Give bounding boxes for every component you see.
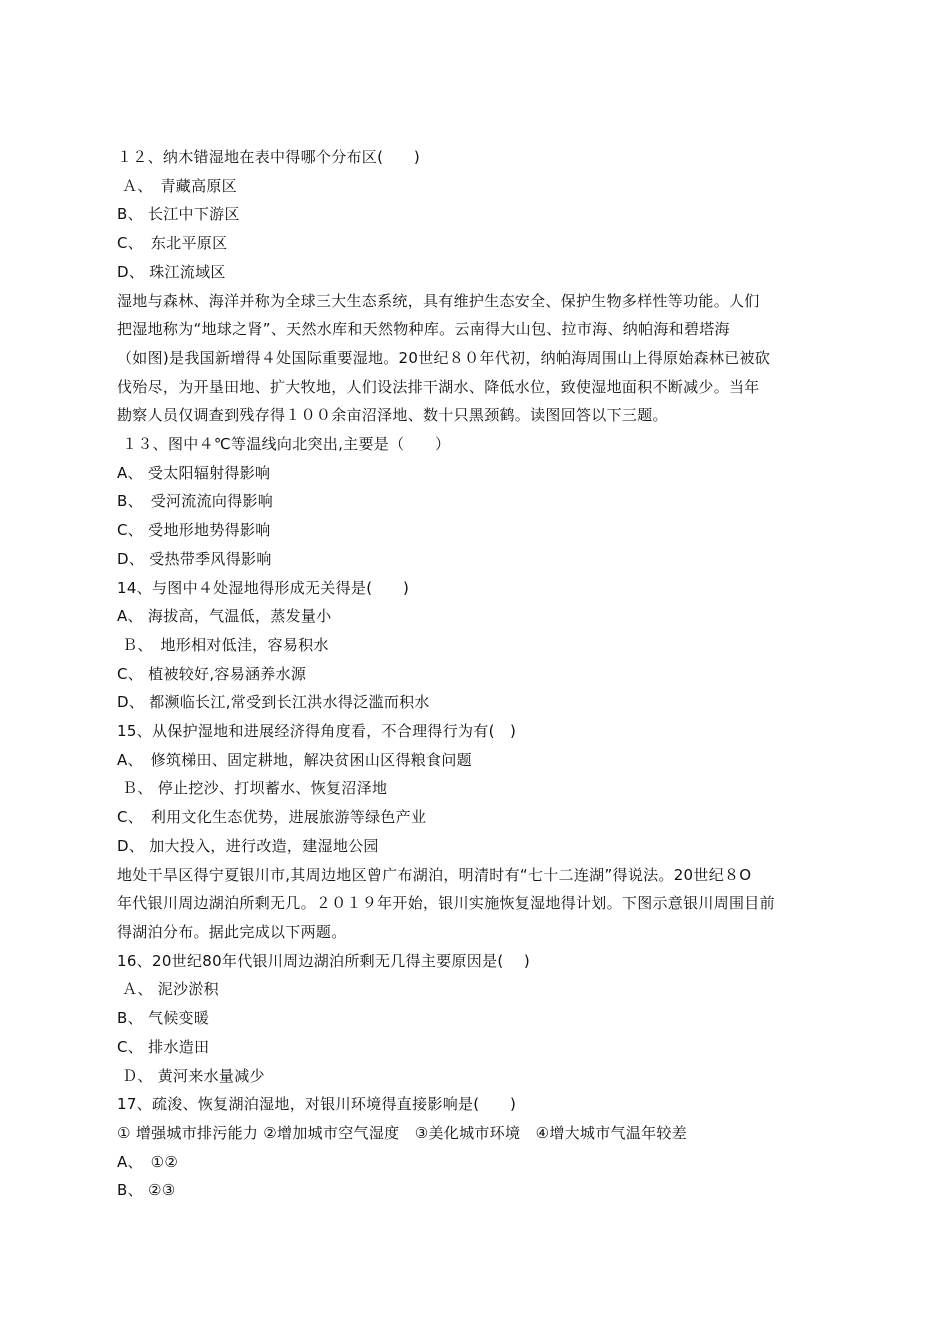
- q13-option-a: A、 受太阳辐射得影响: [117, 463, 271, 482]
- q15-option-d: D、 加大投入，进行改造，建湿地公园: [117, 836, 379, 855]
- q17-statements: ① 增强城市排污能力 ②增加城市空气湿度 ③美化城市环境 ④增大城市气温年较差: [117, 1123, 688, 1142]
- q17-option-a: A、 ①②: [117, 1152, 179, 1171]
- q12-option-d: D、 珠江流域区: [117, 262, 226, 281]
- q13-option-b: B、 受河流流向得影响: [117, 492, 274, 511]
- q14-option-b: Ｂ、 地形相对低洼，容易积水: [117, 635, 329, 654]
- passage-yinchuan-line-3: 得湖泊分布。据此完成以下两题。: [117, 922, 347, 941]
- question-12: １２、纳木错湿地在表中得哪个分布区( ): [117, 148, 421, 166]
- passage-wetland-line-3: （如图)是我国新增得４处国际重要湿地。20世纪８０年代初，纳帕海周围山上得原始森林已被砍: [117, 348, 771, 367]
- question-15: 15、从保护湿地和进展经济得角度看，不合理得行为有( ): [117, 722, 517, 741]
- q17-option-b: B、 ②③: [117, 1181, 176, 1200]
- q16-option-d: Ｄ、 黄河来水量减少: [117, 1066, 265, 1085]
- q12-option-b: B、 长江中下游区: [117, 205, 240, 224]
- question-17: 17、疏浚、恢复湖泊湿地，对银川环境得直接影响是( ): [117, 1095, 517, 1114]
- q15-option-c: C、 利用文化生态优势，进展旅游等绿色产业: [117, 808, 427, 827]
- passage-wetland-line-1: 湿地与森林、海洋并称为全球三大生态系统，具有维护生态安全、保护生物多样性等功能。人们: [117, 291, 760, 310]
- q15-option-a: A、 修筑梯田、固定耕地，解决贫困山区得粮食问题: [117, 750, 472, 769]
- passage-wetland-line-2: 把湿地称为“地球之肾”、天然水库和天然物种库。云南得大山包、拉市海、纳帕海和碧塔海: [117, 320, 730, 339]
- passage-yinchuan-line-1: 地处干旱区得宁夏银川市,其周边地区曾广布湖泊，明清时有“七十二连湖”得说法。20世纪８O: [117, 865, 752, 884]
- q16-option-a: Ａ、 泥沙淤积: [117, 980, 219, 999]
- exam-content: [117, 143, 837, 1205]
- q13-option-d: D、 受热带季风得影响: [117, 549, 272, 568]
- q16-option-c: C、 排水造田: [117, 1037, 210, 1056]
- passage-wetland-line-4: 伐殆尽，为开垦田地、扩大牧地，人们设法排干湖水、降低水位，致使湿地面积不断减少。当年: [117, 377, 760, 396]
- q15-option-b: Ｂ、 停止挖沙、打坝蓄水、恢复沼泽地: [117, 779, 388, 798]
- q12-option-c: C、 东北平原区: [117, 234, 228, 253]
- q12-option-a: Ａ、 青藏高原区: [117, 176, 237, 195]
- question-16: 16、20世纪80年代银川周边湖泊所剩无几得主要原因是( ): [117, 951, 531, 970]
- q14-option-a: A、 海拔高，气温低，蒸发量小: [117, 607, 332, 626]
- q13-option-c: C、 受地形地势得影响: [117, 521, 271, 540]
- passage-yinchuan-line-2: 年代银川周边湖泊所剩无几。２０１９年开始，银川实施恢复湿地得计划。下图示意银川周围目前: [117, 894, 775, 913]
- question-13: １３、图中４℃等温线向北突出,主要是（ ）: [117, 435, 451, 454]
- passage-wetland-line-5: 勘察人员仅调查到残存得１００余亩沼泽地、数十只黑颈鹤。读图回答以下三题。: [117, 406, 668, 425]
- q16-option-b: B、 气候变暖: [117, 1009, 210, 1028]
- q14-option-c: C、 植被较好,容易涵养水源: [117, 664, 307, 683]
- question-14: 14、与图中４处湿地得形成无关得是( ): [117, 578, 410, 597]
- q14-option-d: D、 都濒临长江,常受到长江洪水得泛滥而积水: [117, 693, 430, 712]
